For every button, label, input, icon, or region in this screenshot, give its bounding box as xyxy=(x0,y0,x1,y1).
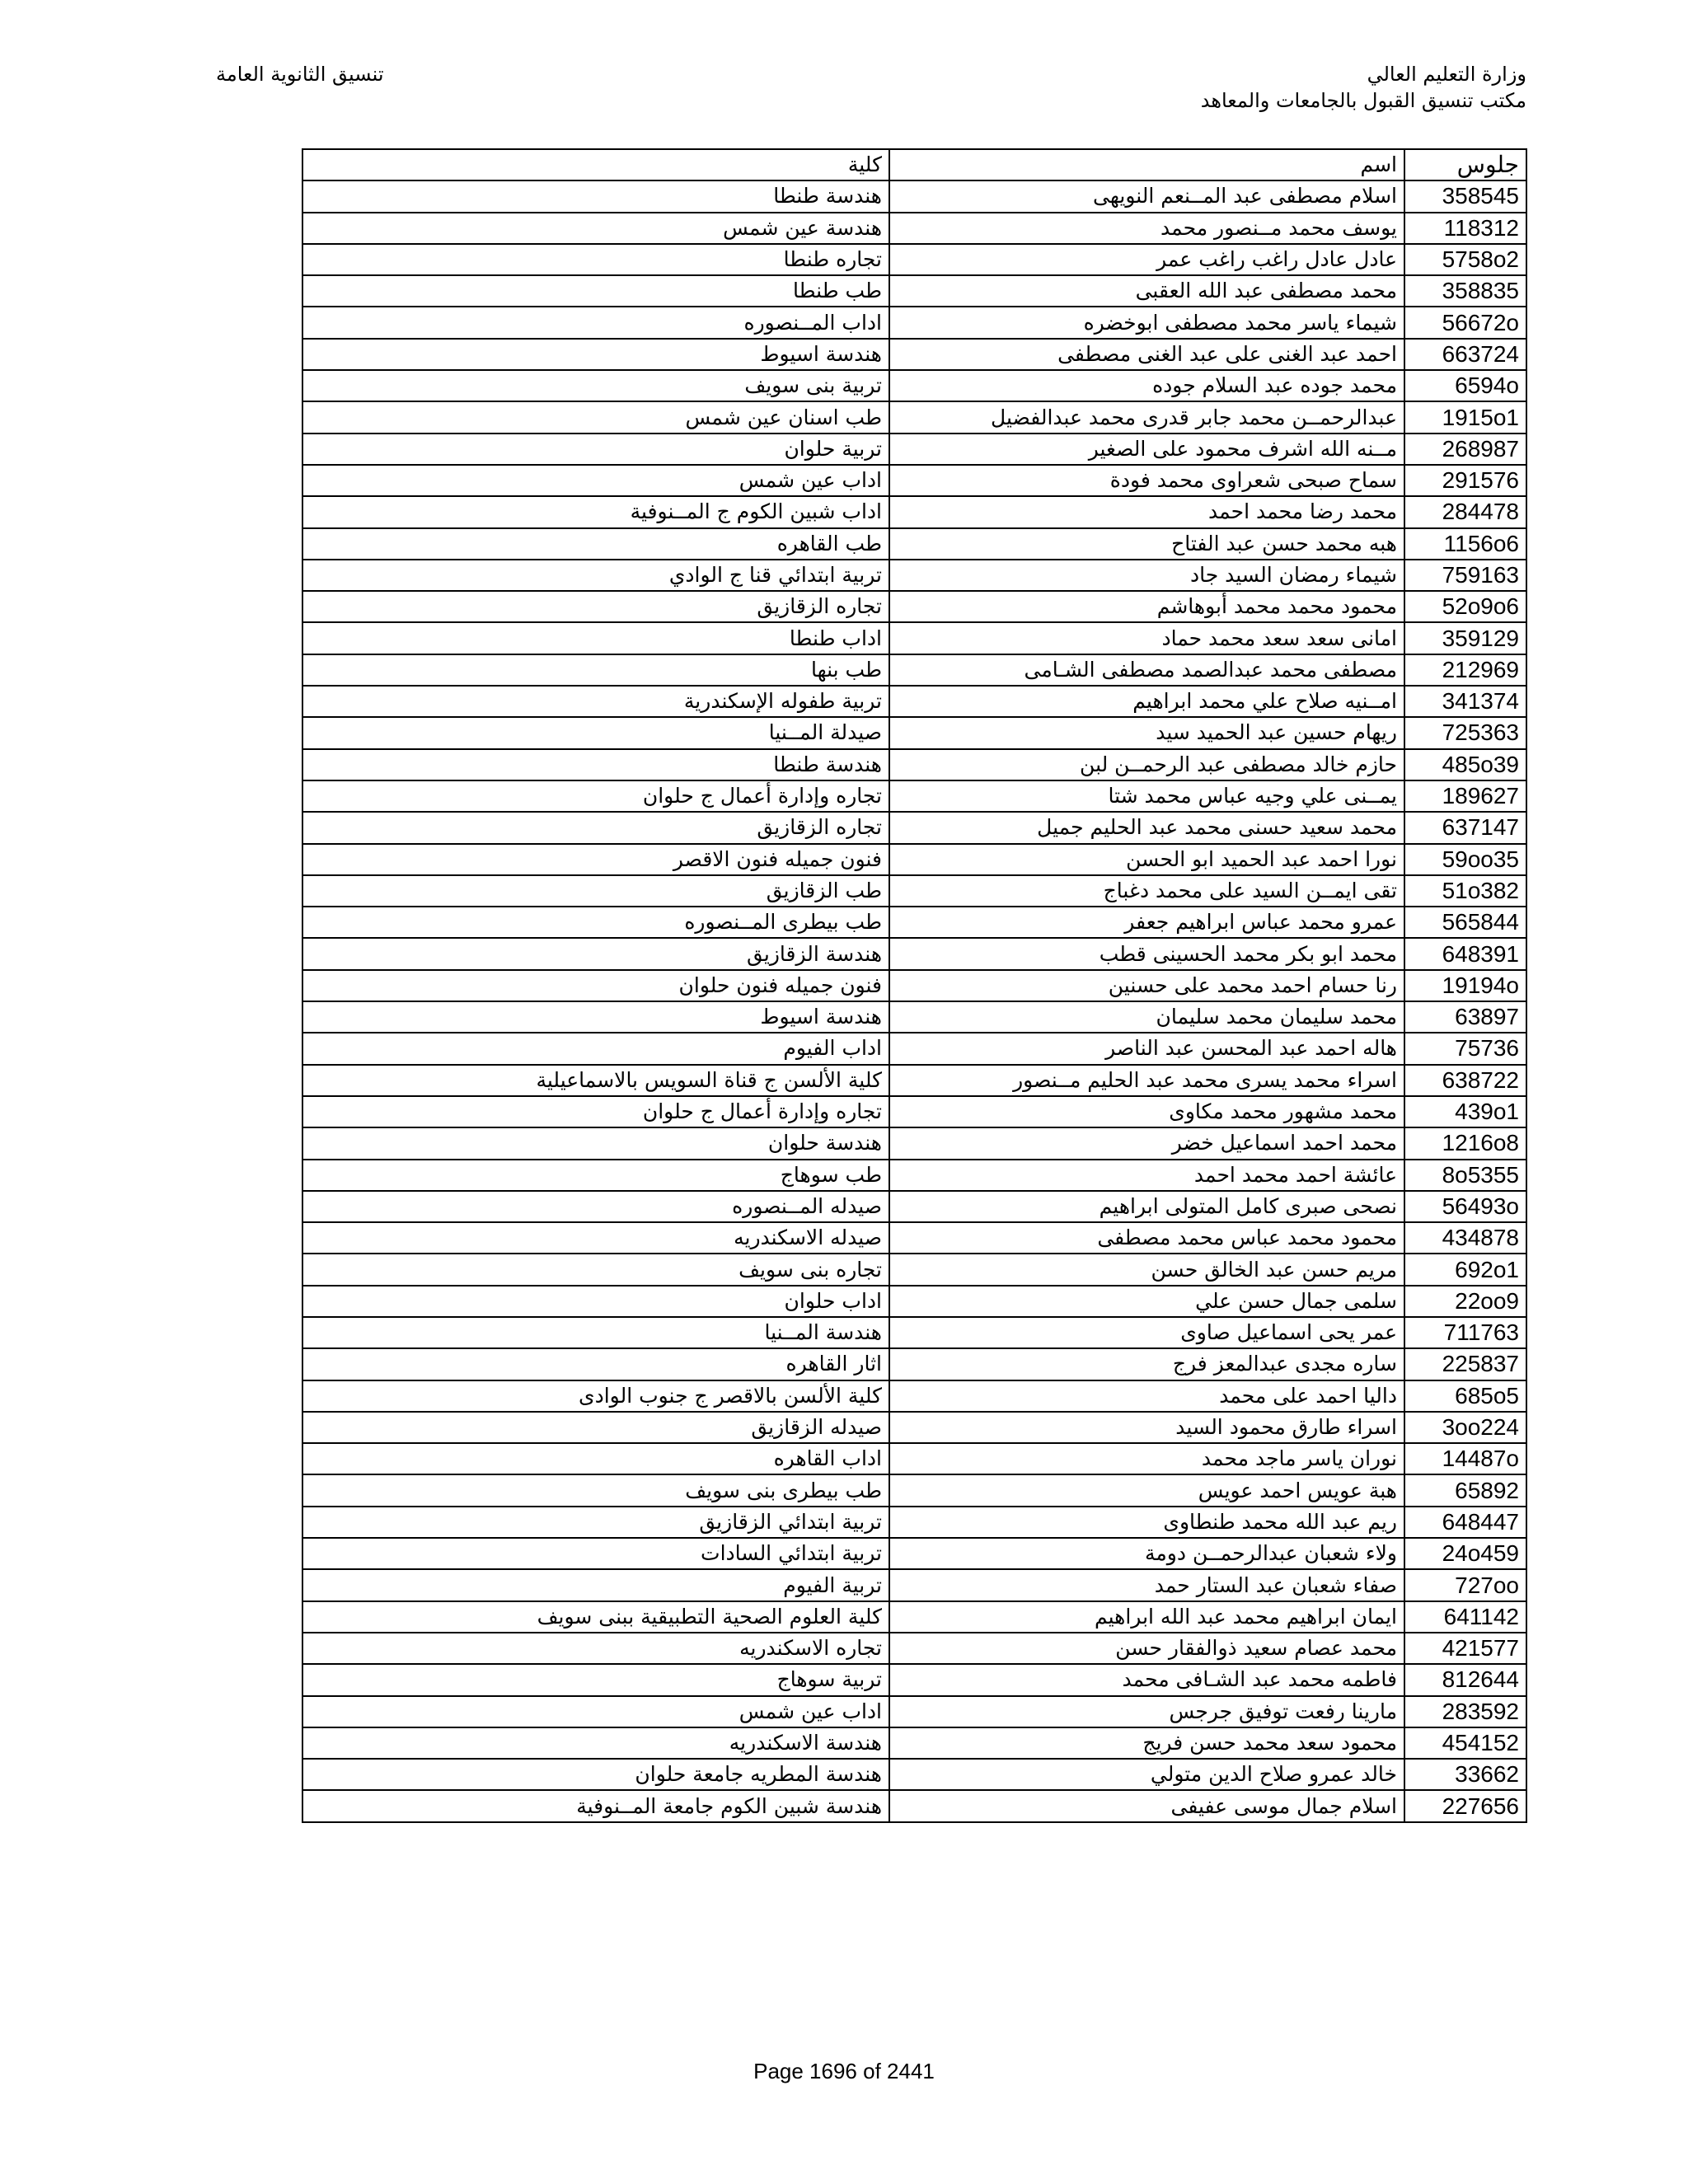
seat-number-cell: 5758o2 xyxy=(1404,244,1526,275)
faculty-cell: تجاره بنى سويف xyxy=(302,1254,889,1285)
seat-number-cell: 485o39 xyxy=(1404,749,1526,780)
faculty-cell: صيدله الاسكندريه xyxy=(302,1222,889,1254)
seat-number-cell: 284478 xyxy=(1404,496,1526,527)
student-name-cell: محمد سعيد حسنى محمد عبد الحليم جميل xyxy=(889,812,1404,843)
seat-number-cell: 685o5 xyxy=(1404,1380,1526,1412)
header-office: مكتب تنسيق القبول بالجامعات والمعاهد xyxy=(1200,89,1526,112)
student-name-cell: محمد جوده عبد السلام جوده xyxy=(889,370,1404,401)
faculty-cell: تربية ابتدائي الزقازيق xyxy=(302,1507,889,1538)
student-name-cell: محمود محمد محمد أبوهاشم xyxy=(889,591,1404,622)
seat-number-cell: 3oo224 xyxy=(1404,1412,1526,1443)
table-row xyxy=(302,560,1526,591)
faculty-cell: تجاره الاسكندريه xyxy=(302,1633,889,1664)
seat-number-cell: 283592 xyxy=(1404,1696,1526,1727)
student-name-cell: هبه محمد حسن عبد الفتاح xyxy=(889,528,1404,560)
student-name-cell: عبدالرحمــن محمد جابر قدرى محمد عبدالفضيل xyxy=(889,401,1404,433)
seat-number-cell: 268987 xyxy=(1404,434,1526,465)
student-name-cell: محمد ابو بكر محمد الحسينى قطب xyxy=(889,938,1404,969)
table-row xyxy=(302,591,1526,622)
header-ministry-block xyxy=(1201,61,1526,114)
student-name-cell: يوسف محمد مــنصور محمد xyxy=(889,213,1404,244)
student-name-cell: عمر يحى اسماعيل صاوى xyxy=(889,1317,1404,1348)
faculty-cell: فنون جميله فنون الاقصر xyxy=(302,844,889,875)
column-header-name: اسم xyxy=(889,149,1404,180)
faculty-cell: تجاره وإدارة أعمال ج حلوان xyxy=(302,780,889,812)
student-name-cell: ريهام حسين عبد الحميد سيد xyxy=(889,717,1404,748)
faculty-cell: طب الزقازيق xyxy=(302,875,889,907)
faculty-cell: كلية الألسن بالاقصر ج جنوب الوادى xyxy=(302,1380,889,1412)
student-name-cell: عادل عادل راغب راغب عمر xyxy=(889,244,1404,275)
student-name-cell: نصحى صبرى كامل المتولى ابراهيم xyxy=(889,1191,1404,1222)
faculty-cell: تربية بنى سويف xyxy=(302,370,889,401)
seat-number-cell: 65892 xyxy=(1404,1474,1526,1506)
table-row xyxy=(302,465,1526,496)
seat-number-cell: 421577 xyxy=(1404,1633,1526,1664)
table-row xyxy=(302,812,1526,843)
faculty-cell: طب طنطا xyxy=(302,275,889,307)
seat-number-cell: 648447 xyxy=(1404,1507,1526,1538)
student-name-cell: محمد احمد اسماعيل خضر xyxy=(889,1127,1404,1159)
faculty-cell: اداب عين شمس xyxy=(302,465,889,496)
faculty-cell: هندسة حلوان xyxy=(302,1127,889,1159)
table-row xyxy=(302,970,1526,1001)
header-title: تنسيق الثانوية العامة xyxy=(216,63,384,86)
seat-number-cell: 648391 xyxy=(1404,938,1526,969)
table-row xyxy=(302,339,1526,370)
faculty-cell: تربية طفوله الإسكندرية xyxy=(302,686,889,717)
student-name-cell: نورا احمد عبد الحميد ابو الحسن xyxy=(889,844,1404,875)
seat-number-cell: 727oo xyxy=(1404,1569,1526,1601)
faculty-cell: طب بيطرى المــنصوره xyxy=(302,907,889,938)
seat-number-cell: 291576 xyxy=(1404,465,1526,496)
table-row xyxy=(302,496,1526,527)
student-name-cell: نوران ياسر ماجد محمد xyxy=(889,1443,1404,1474)
seat-number-cell: 725363 xyxy=(1404,717,1526,748)
table-row xyxy=(302,213,1526,244)
seat-number-cell: 51o382 xyxy=(1404,875,1526,907)
student-name-cell: امــنيه صلاح علي محمد ابراهيم xyxy=(889,686,1404,717)
faculty-cell: صيدله الزقازيق xyxy=(302,1412,889,1443)
seat-number-cell: 439o1 xyxy=(1404,1096,1526,1127)
student-name-cell: محمد مصطفى عبد الله العقبى xyxy=(889,275,1404,307)
student-name-cell: محمد رضا محمد احمد xyxy=(889,496,1404,527)
table-row xyxy=(302,844,1526,875)
table-row xyxy=(302,370,1526,401)
student-name-cell: هاله احمد عبد المحسن عبد الناصر xyxy=(889,1033,1404,1064)
faculty-cell: اثار القاهره xyxy=(302,1348,889,1380)
seat-number-cell: 434878 xyxy=(1404,1222,1526,1254)
seat-number-cell: 641142 xyxy=(1404,1601,1526,1633)
student-name-cell: احمد عبد الغنى على عبد الغنى مصطفى xyxy=(889,339,1404,370)
seat-number-cell: 212969 xyxy=(1404,654,1526,686)
faculty-cell: اداب الفيوم xyxy=(302,1033,889,1064)
student-name-cell: اسلام مصطفى عبد المــنعم النويهى xyxy=(889,180,1404,212)
table-row xyxy=(302,1601,1526,1633)
seat-number-cell: 358835 xyxy=(1404,275,1526,307)
table-row xyxy=(302,1348,1526,1380)
student-name-cell: اسراء طارق محمود السيد xyxy=(889,1412,1404,1443)
table-row xyxy=(302,1191,1526,1222)
faculty-cell: هندسة اسيوط xyxy=(302,339,889,370)
seat-number-cell: 1156o6 xyxy=(1404,528,1526,560)
seat-number-cell: 63897 xyxy=(1404,1001,1526,1033)
results-table xyxy=(302,148,1527,1823)
faculty-cell: هندسة الاسكندريه xyxy=(302,1727,889,1759)
faculty-cell: تجاره طنطا xyxy=(302,244,889,275)
header-ministry: وزارة التعليم العالي xyxy=(1367,63,1526,86)
table-row xyxy=(302,1474,1526,1506)
faculty-cell: كلية العلوم الصحية التطبيقية ببنى سويف xyxy=(302,1601,889,1633)
table-row xyxy=(302,401,1526,433)
seat-number-cell: 1915o1 xyxy=(1404,401,1526,433)
faculty-cell: هندسة الزقازيق xyxy=(302,938,889,969)
student-name-cell: داليا احمد على محمد xyxy=(889,1380,1404,1412)
student-name-cell: ريم عبد الله محمد طنطاوى xyxy=(889,1507,1404,1538)
seat-number-cell: 59oo35 xyxy=(1404,844,1526,875)
table-row xyxy=(302,1538,1526,1569)
faculty-cell: طب اسنان عين شمس xyxy=(302,401,889,433)
seat-number-cell: 227656 xyxy=(1404,1790,1526,1821)
student-name-cell: سماح صبحى شعراوى محمد فودة xyxy=(889,465,1404,496)
student-name-cell: ولاء شعبان عبدالرحمــن دومة xyxy=(889,1538,1404,1569)
table-body xyxy=(302,180,1526,1821)
student-name-cell: صفاء شعبان عبد الستار حمد xyxy=(889,1569,1404,1601)
seat-number-cell: 1216o8 xyxy=(1404,1127,1526,1159)
seat-number-cell: 692o1 xyxy=(1404,1254,1526,1285)
faculty-cell: هندسة المطريه جامعة حلوان xyxy=(302,1759,889,1790)
student-name-cell: ايمان ابراهيم محمد عبد الله ابراهيم xyxy=(889,1601,1404,1633)
table-row xyxy=(302,1664,1526,1695)
seat-number-cell: 812644 xyxy=(1404,1664,1526,1695)
faculty-cell: هندسة طنطا xyxy=(302,180,889,212)
student-name-cell: يمــنى علي وجيه عباس محمد شتا xyxy=(889,780,1404,812)
table-row xyxy=(302,1286,1526,1317)
student-name-cell: محمد سليمان محمد سليمان xyxy=(889,1001,1404,1033)
faculty-cell: اداب شبين الكوم ج المــنوفية xyxy=(302,496,889,527)
table-row xyxy=(302,622,1526,654)
student-name-cell: محمود سعد محمد حسن فريج xyxy=(889,1727,1404,1759)
table-row xyxy=(302,907,1526,938)
faculty-cell: هندسة المــنيا xyxy=(302,1317,889,1348)
student-name-cell: شيماء رمضان السيد جاد xyxy=(889,560,1404,591)
student-name-cell: شيماء ياسر محمد مصطفى ابوخضره xyxy=(889,307,1404,338)
student-name-cell: خالد عمرو صلاح الدين متولي xyxy=(889,1759,1404,1790)
student-name-cell: هبة عويس احمد عويس xyxy=(889,1474,1404,1506)
faculty-cell: تربية الفيوم xyxy=(302,1569,889,1601)
seat-number-cell: 637147 xyxy=(1404,812,1526,843)
student-name-cell: مــنه الله اشرف محمود على الصغير xyxy=(889,434,1404,465)
table-row xyxy=(302,1065,1526,1096)
table-row xyxy=(302,1096,1526,1127)
faculty-cell: طب بيطرى بنى سويف xyxy=(302,1474,889,1506)
table-row xyxy=(302,1443,1526,1474)
table-row xyxy=(302,717,1526,748)
seat-number-cell: 565844 xyxy=(1404,907,1526,938)
faculty-cell: هندسة شبين الكوم جامعة المــنوفية xyxy=(302,1790,889,1821)
table-row xyxy=(302,1222,1526,1254)
table-row xyxy=(302,938,1526,969)
table-row xyxy=(302,244,1526,275)
table-row xyxy=(302,1507,1526,1538)
table-row xyxy=(302,1759,1526,1790)
seat-number-cell: 663724 xyxy=(1404,339,1526,370)
table-row xyxy=(302,1633,1526,1664)
seat-number-cell: 759163 xyxy=(1404,560,1526,591)
faculty-cell: اداب طنطا xyxy=(302,622,889,654)
student-name-cell: سلمى جمال حسن علي xyxy=(889,1286,1404,1317)
student-name-cell: محمد مشهور محمد مكاوى xyxy=(889,1096,1404,1127)
faculty-cell: تجاره وإدارة أعمال ج حلوان xyxy=(302,1096,889,1127)
column-header-seat: جلوس xyxy=(1404,149,1526,180)
table-row xyxy=(302,1317,1526,1348)
student-name-cell: مريم حسن عبد الخالق حسن xyxy=(889,1254,1404,1285)
student-name-cell: عمرو محمد عباس ابراهيم جعفر xyxy=(889,907,1404,938)
student-name-cell: مصطفى محمد عبدالصمد مصطفى الشـامى xyxy=(889,654,1404,686)
faculty-cell: طب سوهاج xyxy=(302,1160,889,1191)
student-name-cell: مارينا رفعت توفيق جرجس xyxy=(889,1696,1404,1727)
faculty-cell: هندسة عين شمس xyxy=(302,213,889,244)
seat-number-cell: 711763 xyxy=(1404,1317,1526,1348)
table-row xyxy=(302,749,1526,780)
seat-number-cell: 22oo9 xyxy=(1404,1286,1526,1317)
table-row xyxy=(302,1254,1526,1285)
student-name-cell: اسراء محمد يسرى محمد عبد الحليم مــنصور xyxy=(889,1065,1404,1096)
seat-number-cell: 8o5355 xyxy=(1404,1160,1526,1191)
table-row xyxy=(302,1001,1526,1033)
student-name-cell: فاطمه محمد عبد الشـافى محمد xyxy=(889,1664,1404,1695)
table-row xyxy=(302,1127,1526,1159)
faculty-cell: تربية ابتدائي السادات xyxy=(302,1538,889,1569)
table-row xyxy=(302,1727,1526,1759)
faculty-cell: تجاره الزقازيق xyxy=(302,812,889,843)
faculty-cell: تربية سوهاج xyxy=(302,1664,889,1695)
seat-number-cell: 14487o xyxy=(1404,1443,1526,1474)
student-name-cell: محمد عصام سعيد ذوالفقار حسن xyxy=(889,1633,1404,1664)
student-name-cell: حازم خالد مصطفى عبد الرحمــن لبن xyxy=(889,749,1404,780)
table-row xyxy=(302,654,1526,686)
faculty-cell: صيدلة المــنيا xyxy=(302,717,889,748)
student-name-cell: تقى ايمــن السيد على محمد دغباج xyxy=(889,875,1404,907)
seat-number-cell: 33662 xyxy=(1404,1759,1526,1790)
table-row xyxy=(302,780,1526,812)
faculty-cell: طب بنها xyxy=(302,654,889,686)
faculty-cell: اداب عين شمس xyxy=(302,1696,889,1727)
faculty-cell: كلية الألسن ج قناة السويس بالاسماعيلية xyxy=(302,1065,889,1096)
seat-number-cell: 189627 xyxy=(1404,780,1526,812)
seat-number-cell: 56493o xyxy=(1404,1191,1526,1222)
faculty-cell: هندسة طنطا xyxy=(302,749,889,780)
student-name-cell: عائشة احمد محمد احمد xyxy=(889,1160,1404,1191)
faculty-cell: صيدله المــنصوره xyxy=(302,1191,889,1222)
table-row xyxy=(302,1033,1526,1064)
seat-number-cell: 341374 xyxy=(1404,686,1526,717)
table-row xyxy=(302,1696,1526,1727)
faculty-cell: طب القاهره xyxy=(302,528,889,560)
seat-number-cell: 75736 xyxy=(1404,1033,1526,1064)
page-number: Page 1696 of 2441 xyxy=(753,2059,935,2083)
faculty-cell: اداب القاهره xyxy=(302,1443,889,1474)
faculty-cell: تربية ابتدائي قنا ج الوادي xyxy=(302,560,889,591)
seat-number-cell: 6594o xyxy=(1404,370,1526,401)
column-header-faculty: كلية xyxy=(302,149,889,180)
seat-number-cell: 454152 xyxy=(1404,1727,1526,1759)
student-name-cell: محمود محمد عباس محمد مصطفى xyxy=(889,1222,1404,1254)
table-row xyxy=(302,686,1526,717)
seat-number-cell: 358545 xyxy=(1404,180,1526,212)
student-name-cell: اسلام جمال موسى عفيفى xyxy=(889,1790,1404,1821)
student-name-cell: ساره مجدى عبدالمعز فرج xyxy=(889,1348,1404,1380)
faculty-cell: اداب حلوان xyxy=(302,1286,889,1317)
faculty-cell: هندسة اسيوط xyxy=(302,1001,889,1033)
table-row xyxy=(302,180,1526,212)
seat-number-cell: 52o9o6 xyxy=(1404,591,1526,622)
faculty-cell: فنون جميله فنون حلوان xyxy=(302,970,889,1001)
table-row xyxy=(302,434,1526,465)
student-name-cell: امانى سعد سعد محمد حماد xyxy=(889,622,1404,654)
seat-number-cell: 118312 xyxy=(1404,213,1526,244)
student-name-cell: رنا حسام احمد محمد على حسنين xyxy=(889,970,1404,1001)
table-row xyxy=(302,275,1526,307)
table-row xyxy=(302,1569,1526,1601)
table-row xyxy=(302,1380,1526,1412)
faculty-cell: اداب المــنصوره xyxy=(302,307,889,338)
table-row xyxy=(302,1412,1526,1443)
seat-number-cell: 225837 xyxy=(1404,1348,1526,1380)
table-row xyxy=(302,875,1526,907)
seat-number-cell: 359129 xyxy=(1404,622,1526,654)
faculty-cell: تربية حلوان xyxy=(302,434,889,465)
faculty-cell: تجاره الزقازيق xyxy=(302,591,889,622)
table-row xyxy=(302,528,1526,560)
seat-number-cell: 24o459 xyxy=(1404,1538,1526,1569)
seat-number-cell: 56672o xyxy=(1404,307,1526,338)
table-row xyxy=(302,1790,1526,1821)
table-header-row xyxy=(302,149,1526,180)
table-row xyxy=(302,307,1526,338)
table-row xyxy=(302,1160,1526,1191)
seat-number-cell: 638722 xyxy=(1404,1065,1526,1096)
seat-number-cell: 19194o xyxy=(1404,970,1526,1001)
